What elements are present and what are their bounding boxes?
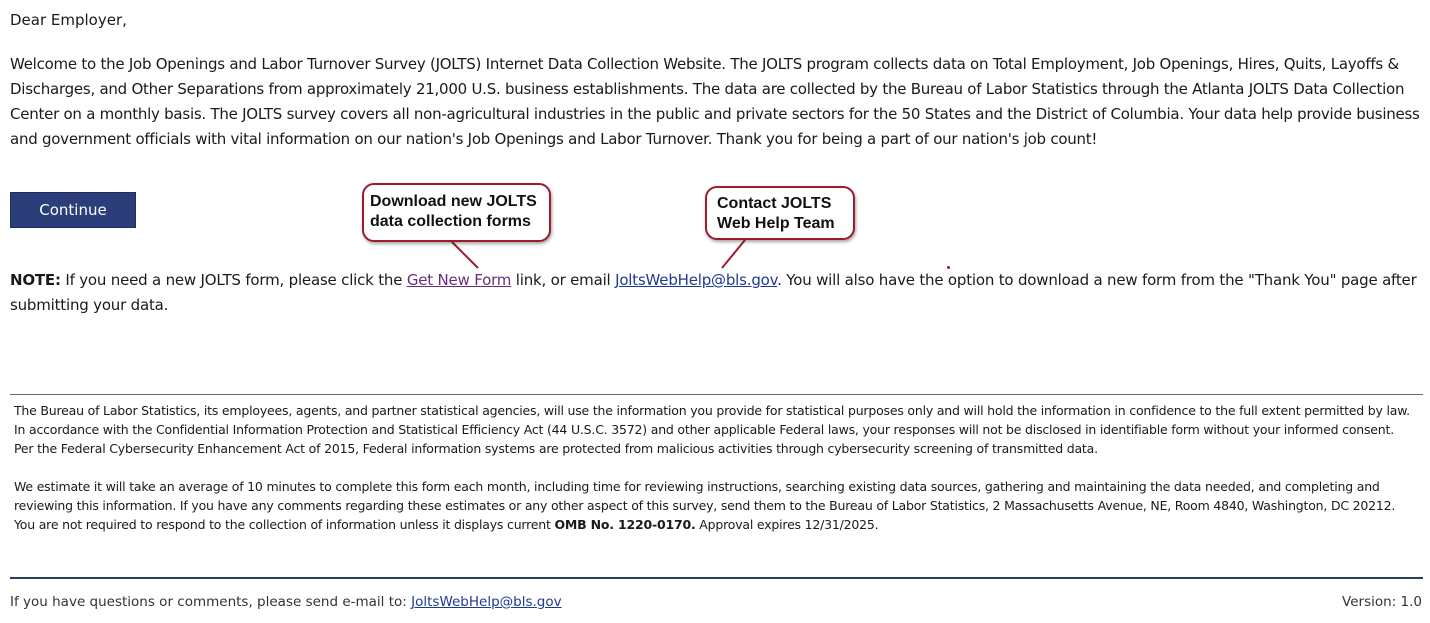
- contact-help-callout: [705, 186, 855, 240]
- footer-divider: [10, 577, 1423, 579]
- contact-callout-line1: Contact JOLTS: [717, 195, 832, 212]
- greeting-text: Dear Employer,: [10, 11, 127, 29]
- note-text-3: . You will also have the option to download a new form from the "Thank You" page after submitting your data.: [10, 271, 1417, 314]
- contact-callout-line2: Web Help Team: [717, 215, 835, 232]
- note-paragraph: [10, 268, 1422, 318]
- top-divider: [10, 394, 1423, 395]
- download-callout-line1: Download new JOLTS: [370, 193, 537, 210]
- footer-contact: [10, 592, 562, 612]
- continue-button[interactable]: Continue: [10, 192, 136, 228]
- footer-questions-text: If you have questions or comments, please send e-mail to:: [10, 594, 412, 610]
- burden-statement: [14, 477, 1414, 534]
- download-forms-callout: [362, 183, 551, 242]
- note-text-2: link, or email: [511, 271, 616, 289]
- welcome-paragraph: Welcome to the Job Openings and Labor Turnover Survey (JOLTS) Internet Data Collection Website. The JOLTS program collects data on Total Employment, Job Openings, Hires, Quits, Layoffs & Discharges, and Other Separations from approximately 21,000 U.S. business establishments. The data are collected by the Bureau of Labor Statistics through the Atlanta JOLTS Data Collection Center on a monthly basis. The JOLTS survey covers all non-agricultural industries in the public and private sectors for the 50 States and the District of Columbia. Your data help provide business and government officials with vital information on our nation's Job Openings and Labor Turnover. Thank you for being a part of our nation's job count!: [10, 55, 1420, 148]
- approval-expiry-text: Approval expires 12/31/2025.: [695, 517, 879, 532]
- version-label: Version: 1.0: [1342, 594, 1422, 610]
- download-callout-line2: data collection forms: [370, 213, 531, 230]
- omb-number: OMB No. 1220-0170.: [554, 517, 696, 532]
- get-new-form-link[interactable]: Get New Form: [406, 271, 512, 289]
- burden-statement-text: We estimate it will take an average of 10 minutes to complete this form each month, including time for reviewing instructions, searching existing data sources, gathering and maintaining the data needed, and completing and reviewing this information. If you have any comments regarding these estimates or any other aspect of this survey, send them to the Bureau of Labor Statistics, 2 Massachusetts Avenue, NE, Room 4840, Washington, DC 20212. You are not required to respond to the collection of information unless it displays current: [14, 479, 1396, 532]
- confidentiality-disclaimer: The Bureau of Labor Statistics, its employees, agents, and partner statistical agencies, will use the information you provide for statistical purposes only and will hold the information in confidence to the full extent permitted by law. In accordance with the Confidential Information Protection and Statistical Efficiency Act (44 U.S.C. 3572) and other applicable Federal laws, your responses will not be disclosed in identifiable form without your informed consent. Per the Federal Cybersecurity Enhancement Act of 2015, Federal information systems are protected from malicious activities through cybersecurity screening of transmitted data.: [14, 403, 1410, 456]
- note-email-link[interactable]: JoltsWebHelp@bls.gov: [615, 271, 778, 289]
- download-callout-pointer: [452, 242, 478, 268]
- note-label: NOTE:: [10, 271, 61, 289]
- footer-email-link[interactable]: JoltsWebHelp@bls.gov: [411, 594, 562, 610]
- contact-callout-pointer: [722, 240, 745, 268]
- note-text-1: If you need a new JOLTS form, please click the: [60, 271, 407, 289]
